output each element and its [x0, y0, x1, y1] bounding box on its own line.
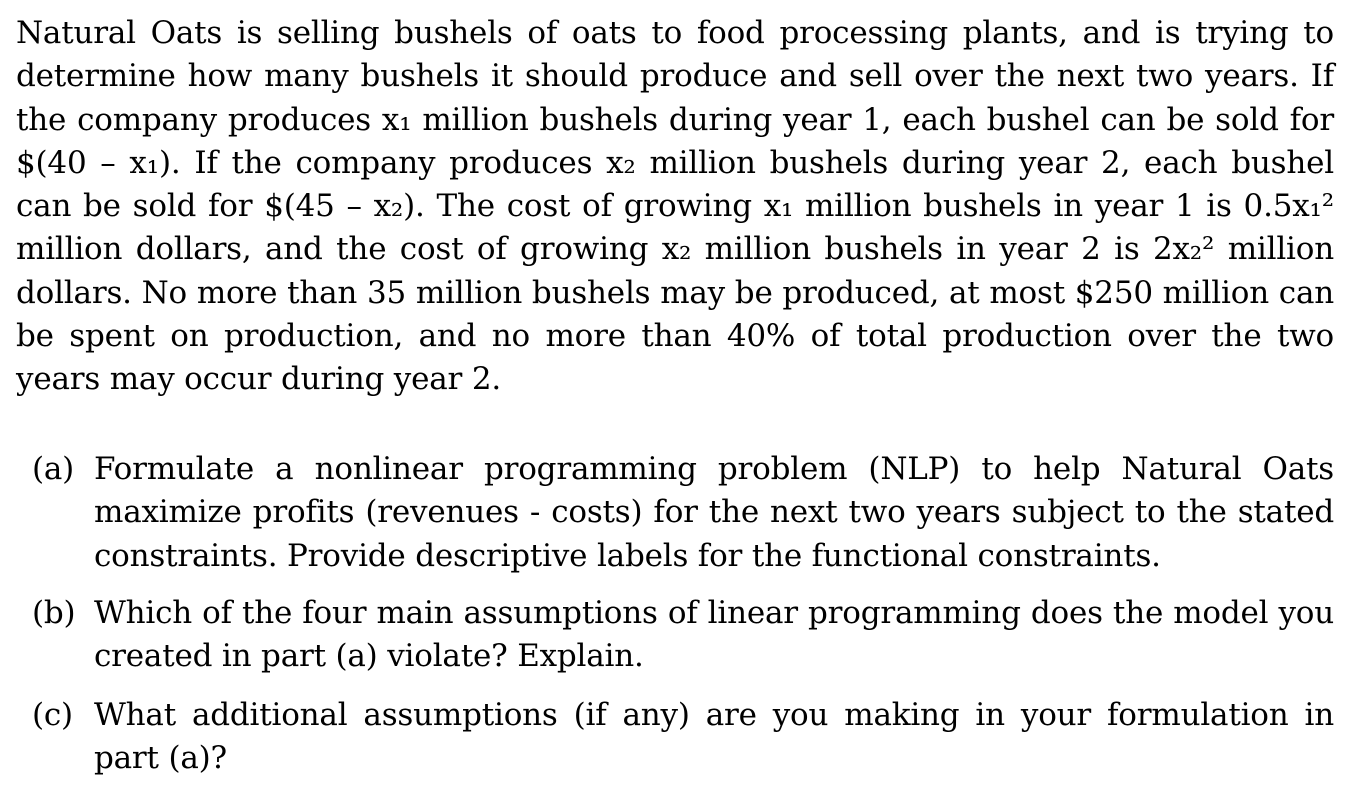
part-a-label: (a) [32, 451, 75, 487]
problem-statement: Natural Oats is selling bushels of oats to food processing plants, and is trying to determine how many bushels it should produce and sell over the next two years. If the company produces x₁ million bushels during year 1, each bushel can be sold for $(40 – x₁). If the company produces x₂ million bushels during year 2, each bushel can be sold for $(45 – x₂). The cost of growing x₁ million bushels in year 1 is 0.5x₁² million dollars, and the cost of growing x₂ million bushels in year 2 is 2x₂² million dollars. No more than 35 million bushels may be produced, at most $250 million can be spent on production, and no more than 40% of total production over the two years may occur during year 2. [16, 15, 1334, 398]
part-b-label: (b) [32, 595, 76, 631]
part-b-text: Which of the four main assumptions of linear programming does the model you created in part (a) violate? Explain. [94, 595, 1334, 675]
question-part-a [16, 448, 1334, 578]
problem-document [16, 12, 1334, 777]
part-a-text: Formulate a nonlinear programming problem (NLP) to help Natural Oats maximize profits (revenues - costs) for the next two years subject to the stated constraints. Provide descriptive labels for the functional constraints. [94, 451, 1334, 574]
question-part-c [16, 694, 1334, 781]
question-part-b [16, 592, 1334, 679]
part-c-text: What additional assumptions (if any) are you making in your formulation in part (a)? [94, 697, 1334, 777]
part-c-label: (c) [32, 697, 73, 733]
